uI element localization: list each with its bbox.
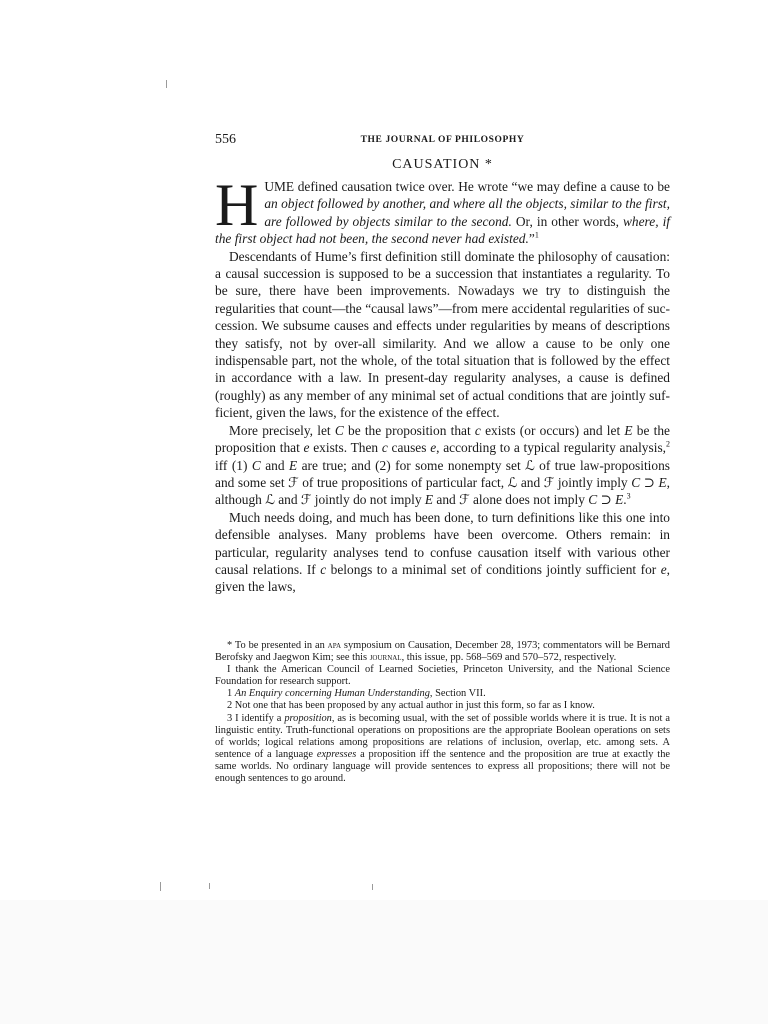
title-footnote-mark: * bbox=[480, 157, 493, 172]
footnote-2: 2 Not one that has been proposed by any actual author in just this form, so far as I know. bbox=[227, 700, 595, 712]
drop-cap: H bbox=[215, 172, 259, 238]
body-text bbox=[215, 172, 671, 596]
paragraph-4: Much needs doing, and much has been done, to turn definitions like this one into defensible analyses. Many problems have been overcome. Others remain: in particular, regularity analyses tend to confuse causation itself with various other causal relations. If c belongs to a minimal set of conditions jointly sufficient for e, given the laws, bbox=[215, 509, 671, 595]
footnote-ref-3: 3 bbox=[626, 491, 631, 501]
paragraph-3: More precisely, let C be the proposition that c exists (or occurs) and let E be the proposition that e exists. Then c causes e, according to a typical regularity analysis,$^2$ iff (1) C and E are true; and (2) for some nonempty set ℒ of true law-propositions and some set ℱ of true propositions of particular fact, ℒ and ℱ jointly imply C ⊃ E, although ℒ and ℱ jointly do not imply E and ℱ alone does not imply C ⊃ E.$^3$ bbox=[215, 422, 670, 508]
running-head: THE JOURNAL OF PHILOSOPHY bbox=[360, 135, 525, 145]
page-header bbox=[215, 134, 670, 152]
scan-artifact-mark bbox=[372, 884, 373, 890]
article-title-text: CAUSATION bbox=[392, 157, 481, 172]
scan-artifact-mark bbox=[166, 80, 167, 88]
footnote-star: * To be presented in an apa symposium on Causation, December 28, 1973; commentators will be Bernard Berofsky and Jaegwon Kim; see this journal, this issue, pp. 568–569 and 570–572, respectively. bbox=[215, 640, 670, 664]
scan-margin-shade bbox=[0, 900, 768, 1024]
footnotes bbox=[215, 640, 670, 785]
footnote-ref-1: 1 bbox=[534, 230, 539, 240]
footnote-3: 3 I identify a proposition, as is becoming usual, with the set of possible worlds where it is true. It is not a linguistic entity. Truth-functional operations on propositions are the appropriate Boolean operations on sets of worlds; logical relations among propositions are relations of inclusion, overlap, etc. among sets. A sentence of a language expresses a proposition iff the sentence and the proposition are true at exactly the same worlds. No ordinary language will provide sentences to express all propositions; there will not be enough sentences to go around. bbox=[215, 712, 670, 785]
footnote-1: 1 An Enquiry concerning Human Understanding, Section VII. bbox=[227, 688, 486, 700]
article-title bbox=[215, 157, 670, 173]
footnote-ref-2: 2 bbox=[666, 439, 670, 449]
scan-artifact-mark bbox=[160, 882, 161, 891]
page-number: 556 bbox=[215, 132, 236, 147]
footnote-thanks: I thank the American Council of Learned Societies, Princeton University, and the National Science Foundation for research support. bbox=[215, 664, 670, 688]
paragraph-1: HUME defined causation twice over. He wrote “we may define a cause to be an object followed by another, and where all the objects, similar to the first, are followed by objects similar to the second. Or, in other words, where, if the first object had not been, the second never had existed.”$^1$ bbox=[215, 172, 671, 247]
paragraph-2: Descendants of Hume’s first definition still dominate the philosophy of causation: a causal succession is supposed to be a succession that instantiates a regularity. To be sure, there have been improvements. Nowadays we try to distinguish the regularities that count—the “causal laws”—from mere accidental regularities of succession. We subsume causes and effects under regularities by means of descriptions they satisfy, not by over-all similarity. And we allow a cause to be only one indispensable part, not the whole, of the total situation that is followed by the effect in accordance with a law. In present-day regularity analyses, a cause is defined (roughly) as any member of any minimal set of actual conditions that are jointly sufficient, given the laws, for the existence of the effect. bbox=[215, 248, 670, 421]
scan-artifact-mark bbox=[209, 883, 210, 889]
